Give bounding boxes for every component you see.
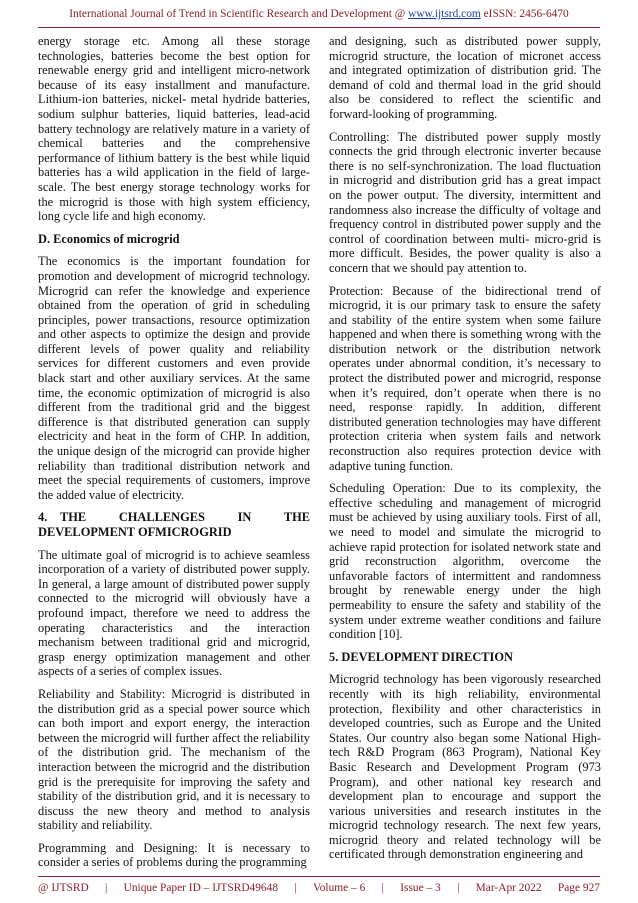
left-column — [38, 34, 310, 870]
paragraph: energy storage etc. Among all these storage technologies, batteries become the best option for renewable energy grid and intelligent micro-network because of its easy installment and manufacture. Lithium-ion batteries, nickel- metal hydride batteries, sodium sulphur batteries, liquid batteries, lead-acid battery technology are relatively mature in a variety of chemical batteries and the comprehensive performance of lithium battery is the best while liquid batteries has a wild application in the field of large-scale. The best energy storage technology works for the microgrid is those with high system efficiency, long cycle life and high economy. — [38, 34, 310, 224]
section-heading — [38, 510, 310, 525]
journal-url-link[interactable]: www.ijtsrd.com — [408, 8, 481, 20]
paragraph: The economics is the important foundation for promotion and development of microgrid technology. Microgrid can refer the knowledge and experience obtained from the operation of grid in scheduling principles, power transactions, resource optimization and other aspects to optimize the design and provide different levels of power quality and reliability services for different customers and even provide black start and other auxiliary services. At the same time, the economic optimization of microgrid is also different from the traditional grid and the biggest difference is that distributed generation can supply electricity and heat in the form of CHP. In addition, the unique design of the microgrid can provide higher reliability than traditional distribution network and meet the special requirements of customers, improve the added value of electricity. — [38, 254, 310, 502]
footer-volume: Volume – 6 — [312, 882, 366, 894]
paragraph: Microgrid technology has been vigorously researched recently with its high reliability, environmental protection, flexibility and other characteristics in developed countries, such as Europe and the United States. Our country also began some National High-tech R&D Program (863 Program), National Key Basic Research and Development Program (973 Program), and other national key research and development plan to encourage and support the various universities and research institutes in the microgrid technology research. The next few years, microgrid theory and related technology will be certificated through demonstration engineering and — [329, 672, 601, 862]
footer-separator: | — [105, 882, 108, 894]
footer-issue: Issue – 3 — [400, 882, 441, 894]
footer-journal: @ IJTSRD — [38, 882, 89, 894]
footer-rule — [38, 876, 600, 877]
header-suffix: eISSN: 2456-6470 — [480, 8, 569, 20]
section-title-line: DEVELOPMENT OFMICROGRID — [38, 525, 232, 539]
paragraph: Controlling: The distributed power supply mostly connects the grid through electronic inverter because there is no self-synchronization. The load fluctuation in microgrid and distribution grid has a great impact on the power output. The diversity, intermittent and randomness also increase the difficulty of voltage and frequency control in distributed power supply and the control of coordination between multi- micro-grid is more difficult. Besides, the power quality is also a concern that we should pay attention to. — [329, 129, 601, 275]
footer-date: Mar-Apr 2022 — [475, 882, 542, 894]
paragraph: Programming and Designing: It is necessary to consider a series of problems during the programming — [38, 840, 310, 870]
paragraph: Reliability and Stability: Microgrid is distributed in the distribution grid as a special power source which can both import and export energy, the interaction between the microgrid will further affect the reliability of the distribution grid. The mechanism of the interaction between the microgrid and the distribution grid is the prerequisite for improving the safety and stability of the distribution grid, and it is necessary to discuss the new theory and method to analysis stability and reliability. — [38, 686, 310, 833]
header-prefix: International Journal of Trend in Scientific Research and Development @ — [69, 8, 409, 20]
footer-separator: | — [294, 882, 297, 894]
paragraph: Scheduling Operation: Due to its complexity, the effective scheduling and management of microgrid must be achieved by using auxiliary tools. First of all, we need to model and simulate the microgrid to achieve rapid protection for isolated network state and grid reconstruction algorithm, overcome the unfavorable factors of intermittent and randomness brought by renewable energy under the high permeability to ensure the safety and stability of the system under extreme weather conditions and failure condition [10]. — [329, 481, 601, 642]
header-rule — [38, 27, 600, 28]
right-column — [329, 34, 601, 862]
running-header — [0, 8, 638, 20]
section-number: 4. — [38, 510, 48, 525]
running-footer — [38, 882, 600, 894]
section-title-line: THE CHALLENGES IN THE — [60, 510, 310, 525]
paragraph: and designing, such as distributed power supply, microgrid structure, the location of micronet access and integrated optimization of distribution grid. The demand of cold and thermal load in the grid should also be considered to reflect the scientific and forward-looking of programming. — [329, 34, 601, 121]
footer-page: Page 927 — [557, 882, 600, 894]
paragraph: The ultimate goal of microgrid is to achieve seamless incorporation of a variety of distributed power supply. In general, a large amount of distributed power supply connected to the microgrid will obviously have a profound impact, therefore we need to address the operating characteristics and the interaction mechanism between traditional grid and microgrid, grasp energy optimization management and other aspects of a series of complex issues. — [38, 547, 310, 679]
section-heading: 5. DEVELOPMENT DIRECTION — [329, 649, 513, 664]
section-heading: D. Economics of microgrid — [38, 231, 180, 246]
footer-paper-id: Unique Paper ID – IJTSRD49648 — [123, 882, 279, 894]
paragraph: Protection: Because of the bidirectional trend of microgrid, it is our primary task to ensure the safety and stability of the entire system when some failure happened and when there is something wrong with the distribution network or the distribution network operates under abnormal condition, it’s necessary to protect the distributed power and microgrid, response when it’s required, don’t operate when there is no need, response rapidly. In addition, different distributed generation technologies may have different protection criteria when system fails and network reconstruction also requires protection device with adaptive tuning function. — [329, 283, 601, 473]
footer-separator: | — [457, 882, 460, 894]
footer-separator: | — [381, 882, 384, 894]
